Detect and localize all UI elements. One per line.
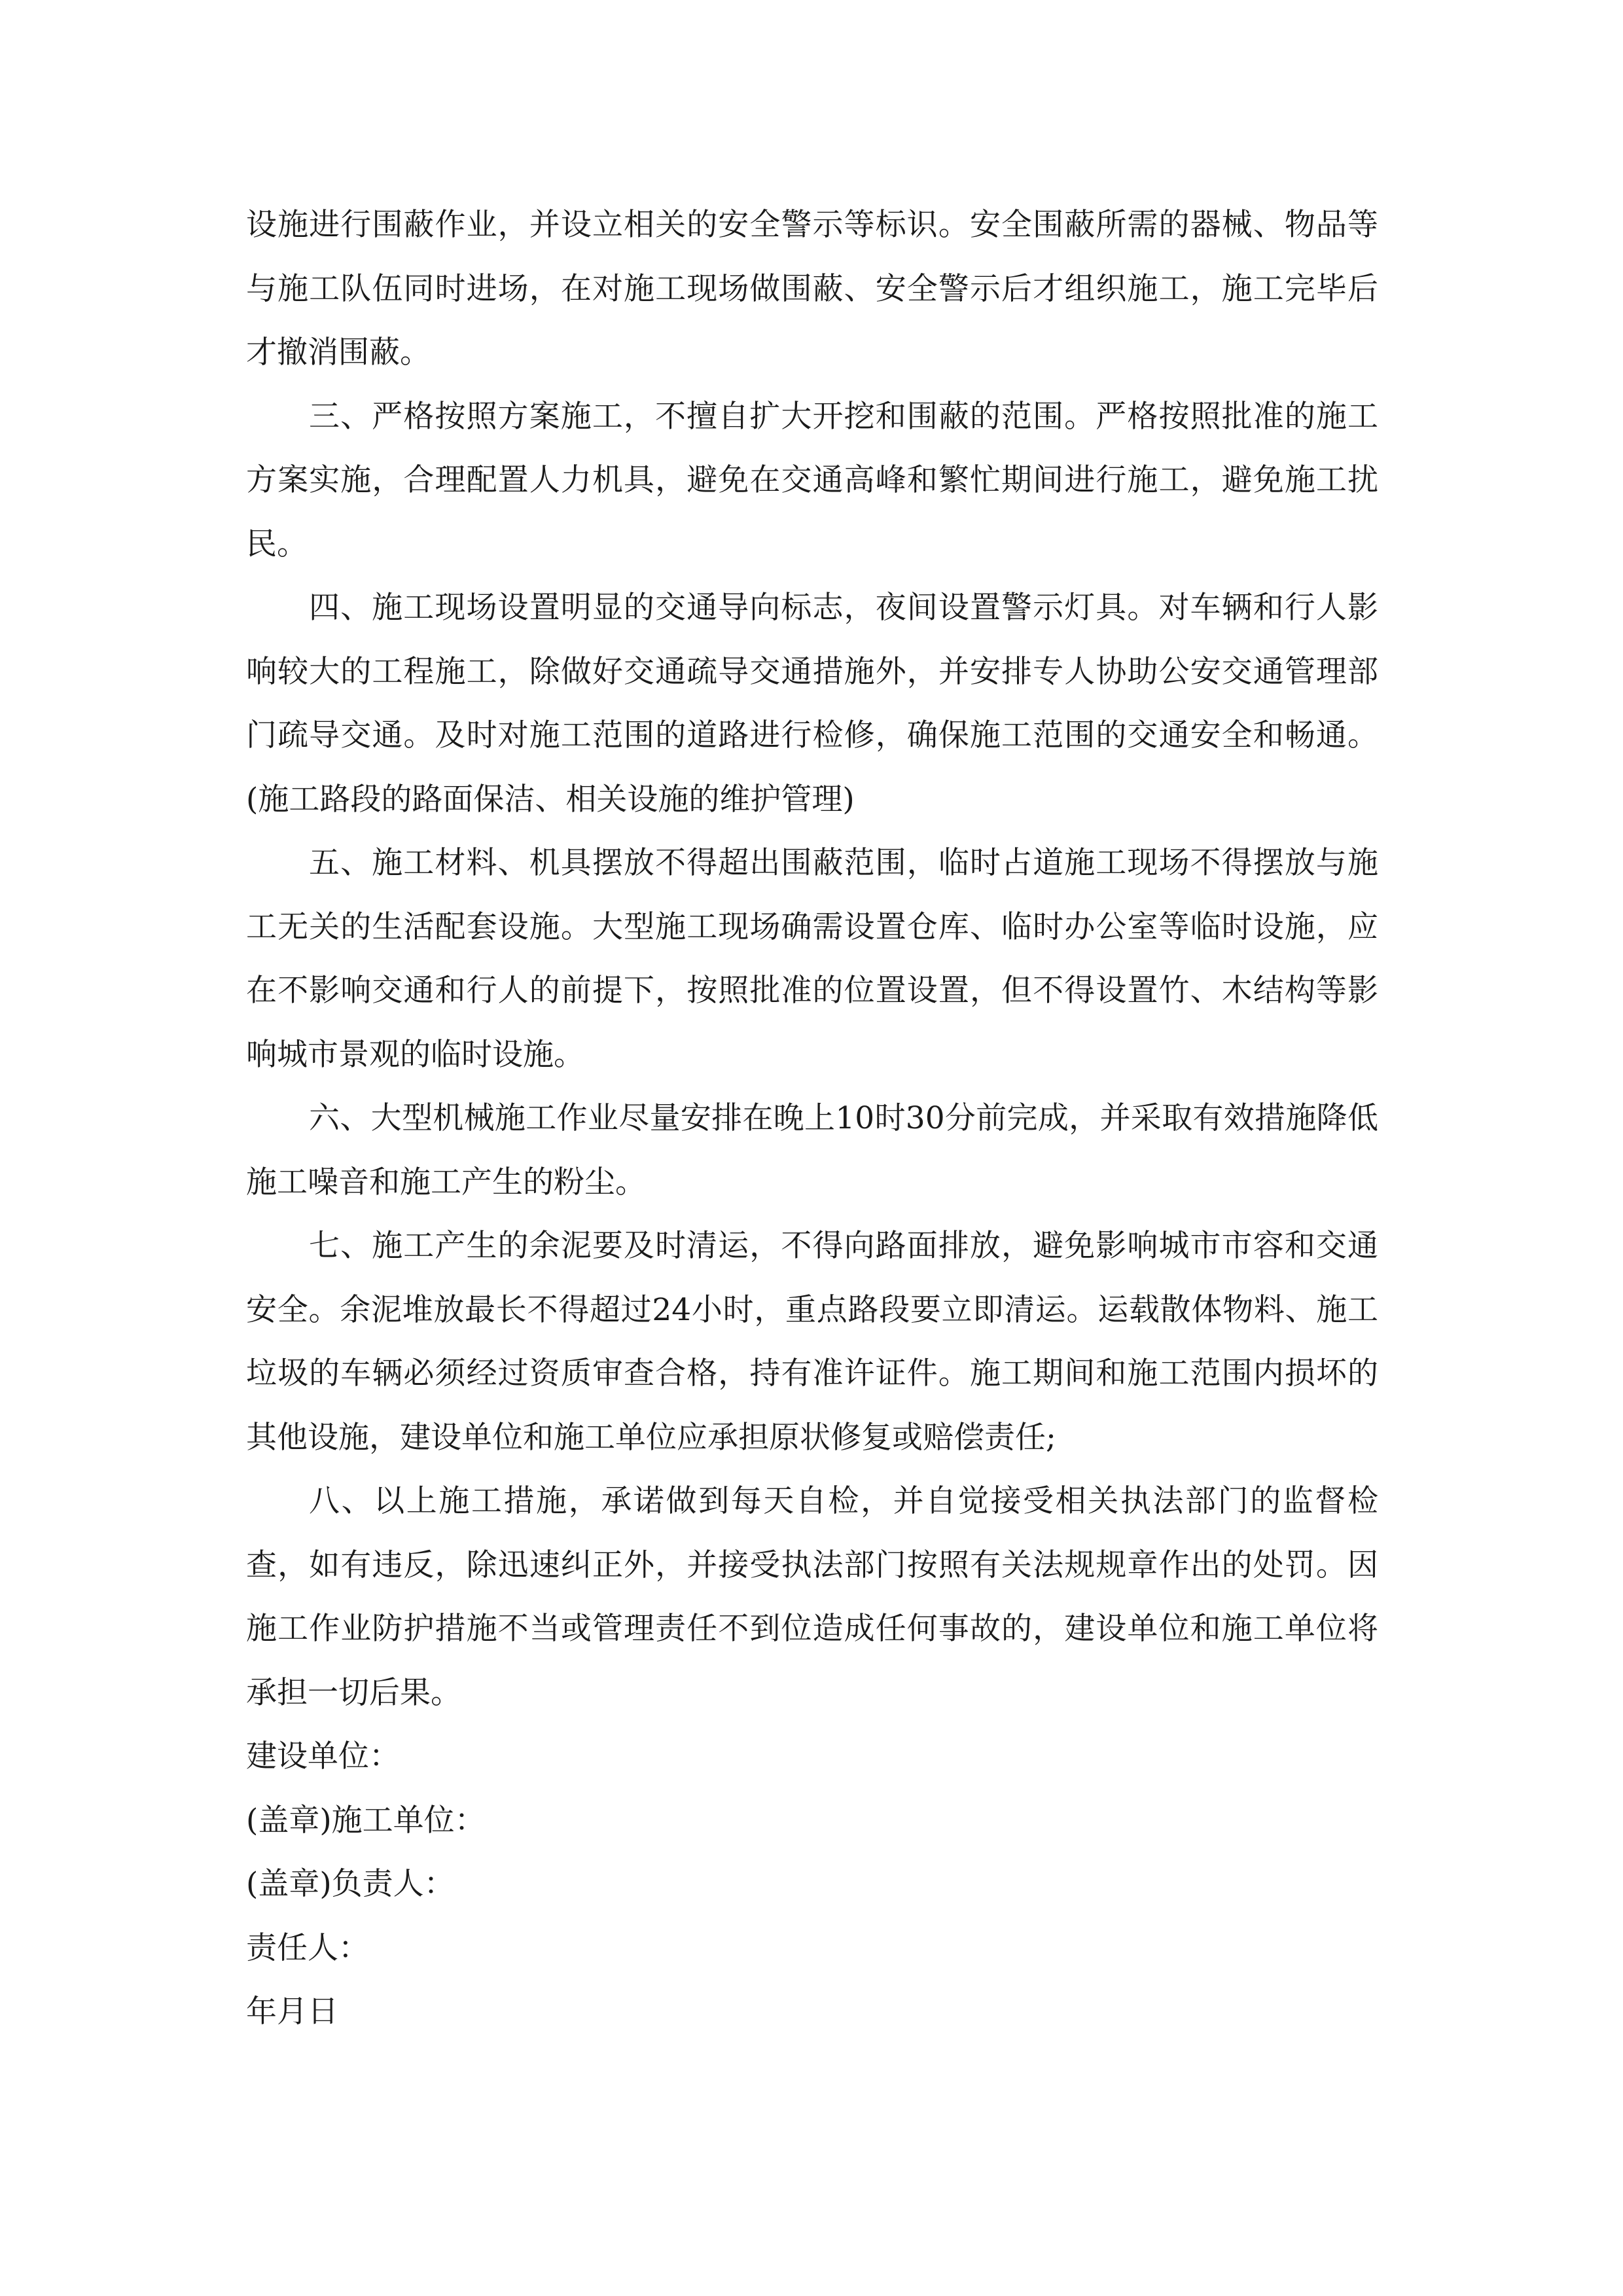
paragraph-item-3: 三、严格按照方案施工，不擅自扩大开挖和围蔽的范围。严格按照批准的施工方案实施，合理配置人力机具，避免在交通高峰和繁忙期间进行施工，避免施工扰民。: [246, 398, 1378, 562]
paragraph-item-4: 四、施工现场设置明显的交通导向标志，夜间设置警示灯具。对车辆和行人影响较大的工程施工，除做好交通疏导交通措施外，并安排专人协助公安交通管理部门疏导交通。及时对施工范围的道路进行检修，确保施工范围的交通安全和畅通。(施工路段的路面保洁、相关设施的维护管理): [246, 590, 1378, 817]
document-body: [246, 193, 1378, 2044]
paragraph-item-6: 六、大型机械施工作业尽量安排在晚上10时30分前完成，并采取有效措施降低施工噪音和施工产生的粉尘。: [246, 1100, 1378, 1200]
signature-builder: 建设单位：: [246, 1738, 400, 1774]
signature-contractor: (盖章)施工单位：: [246, 1802, 486, 1839]
signature-responsible: 责任人：: [246, 1929, 369, 1966]
signature-principal: (盖章)负责人：: [246, 1866, 455, 1902]
signature-date: 年月日: [246, 1994, 338, 2030]
paragraph-continuation: 设施进行围蔽作业，并设立相关的安全警示等标识。安全围蔽所需的器械、物品等与施工队伍同时进场，在对施工现场做围蔽、安全警示后才组织施工，施工完毕后才撤消围蔽。: [246, 207, 1378, 370]
paragraph-item-5: 五、施工材料、机具摆放不得超出围蔽范围，临时占道施工现场不得摆放与施工无关的生活配套设施。大型施工现场确需设置仓库、临时办公室等临时设施，应在不影响交通和行人的前提下，按照批准的位置设置，但不得设置竹、木结构等影响城市景观的临时设施。: [246, 845, 1378, 1073]
paragraph-item-7: 七、施工产生的余泥要及时清运，不得向路面排放，避免影响城市市容和交通安全。余泥堆放最长不得超过24小时，重点路段要立即清运。运载散体物料、施工垃圾的车辆必须经过资质审查合格，持有准许证件。施工期间和施工范围内损坏的其他设施，建设单位和施工单位应承担原状修复或赔偿责任;: [246, 1228, 1378, 1456]
paragraph-item-8: 八、以上施工措施，承诺做到每天自检，并自觉接受相关执法部门的监督检查，如有违反，除迅速纠正外，并接受执法部门按照有关法规规章作出的处罚。因施工作业防护措施不当或管理责任不到位造成任何事故的，建设单位和施工单位将承担一切后果。: [246, 1483, 1378, 1711]
